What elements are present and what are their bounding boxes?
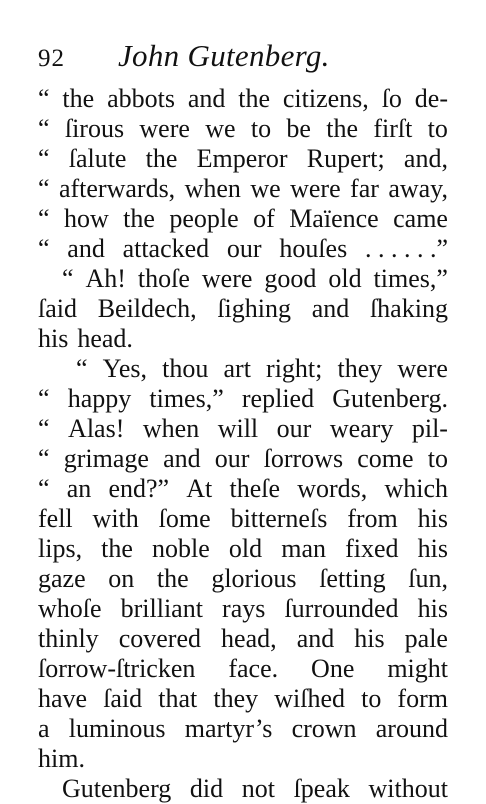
word: might xyxy=(387,654,448,683)
word: form xyxy=(397,684,448,713)
word: words, xyxy=(297,474,368,503)
text-line xyxy=(38,174,448,204)
word: ſirous xyxy=(64,114,125,143)
word: “ xyxy=(38,174,50,203)
word: and xyxy=(163,444,201,473)
word: ſaid xyxy=(103,684,143,713)
word: weary xyxy=(329,414,394,443)
word: his xyxy=(417,534,448,563)
word: ſurrounded xyxy=(284,594,399,623)
text-line xyxy=(38,564,448,594)
text-line xyxy=(38,294,448,324)
word: away, xyxy=(388,174,448,203)
word: end?” xyxy=(108,474,170,503)
word: ſome xyxy=(158,504,211,533)
word: of xyxy=(253,204,275,233)
word: were xyxy=(290,174,341,203)
word: martyr’s xyxy=(184,714,273,743)
word: Emperor xyxy=(196,144,288,173)
word: ſun, xyxy=(408,564,448,593)
word: which xyxy=(384,474,448,503)
word: his xyxy=(354,624,385,653)
word: we xyxy=(205,114,236,143)
word: will xyxy=(217,414,259,443)
word: ſalute xyxy=(68,144,127,173)
word: grimage xyxy=(63,444,149,473)
text-line xyxy=(38,654,448,684)
text-line xyxy=(38,234,448,264)
body-text xyxy=(38,84,448,804)
word: thinly xyxy=(38,624,99,653)
word: Yes, xyxy=(102,354,148,383)
word: be xyxy=(286,114,311,143)
text-line xyxy=(38,744,448,774)
word: that xyxy=(158,684,198,713)
word: glorious xyxy=(211,564,297,593)
word: with xyxy=(92,504,139,533)
word: his xyxy=(417,594,448,623)
page-number: 92 xyxy=(38,45,65,72)
word: gaze xyxy=(38,564,86,593)
word: we xyxy=(250,174,281,203)
word: Gutenberg. xyxy=(332,384,448,413)
word: to xyxy=(361,684,382,713)
word: whoſe xyxy=(38,594,102,623)
word: pale xyxy=(404,624,448,653)
word: they xyxy=(337,354,383,383)
word: “ xyxy=(62,264,74,293)
word: right; xyxy=(266,354,323,383)
text-line xyxy=(38,444,448,474)
word: face. xyxy=(228,654,279,683)
word: thoſe xyxy=(137,264,190,293)
word: head. xyxy=(77,324,133,353)
word: “ xyxy=(38,414,50,443)
word: Rupert; xyxy=(306,144,385,173)
text-line xyxy=(38,354,448,384)
word: when xyxy=(142,414,200,443)
word: they xyxy=(213,684,259,713)
word: our xyxy=(214,444,250,473)
word: did xyxy=(189,774,224,803)
text-line xyxy=(38,534,448,564)
word: “ xyxy=(38,444,50,473)
word: ſetting xyxy=(319,564,386,593)
word: “ xyxy=(38,204,50,233)
word: old xyxy=(328,264,362,293)
word: times,” xyxy=(149,384,224,413)
word: and xyxy=(187,84,226,113)
word: ſo xyxy=(381,84,402,113)
word: “ xyxy=(38,84,50,113)
word: replied xyxy=(241,384,315,413)
word: come xyxy=(357,444,414,473)
text-line xyxy=(38,204,448,234)
word: to xyxy=(427,444,448,473)
running-title: John Gutenberg. xyxy=(118,38,330,73)
word: brilliant xyxy=(120,594,203,623)
word: Alas! xyxy=(68,414,125,443)
word: our xyxy=(226,234,262,263)
word: Maïence xyxy=(289,204,379,233)
page-header xyxy=(38,30,458,78)
word: people xyxy=(169,204,239,233)
text-line xyxy=(38,474,448,504)
text-line xyxy=(38,384,448,414)
word: de- xyxy=(414,84,448,113)
word: were xyxy=(397,354,448,383)
text-line xyxy=(38,144,448,174)
word: ſorrows xyxy=(263,444,344,473)
word: ſhaking xyxy=(369,294,448,323)
word: “ xyxy=(38,234,50,263)
word: fell xyxy=(38,504,73,533)
text-line xyxy=(38,504,448,534)
word: ſpeak xyxy=(293,774,350,803)
word: “ xyxy=(38,114,50,143)
text-line xyxy=(38,264,448,294)
word: were xyxy=(139,114,190,143)
word: ſighing xyxy=(217,294,291,323)
word: the xyxy=(326,114,359,143)
word: “ xyxy=(76,354,88,383)
word: bitterneſs xyxy=(230,504,328,533)
word: theſe xyxy=(229,474,280,503)
word: firſt xyxy=(373,114,413,143)
word: attacked xyxy=(122,234,210,263)
word: Gutenberg xyxy=(62,774,172,803)
word: fixed xyxy=(345,534,399,563)
text-line xyxy=(38,684,448,714)
word: his xyxy=(417,504,448,533)
text-line xyxy=(38,624,448,654)
word: Ah! xyxy=(85,264,126,293)
word: around xyxy=(375,714,448,743)
word: covered xyxy=(118,624,201,653)
text-line xyxy=(38,594,448,624)
word: on xyxy=(108,564,135,593)
word: have xyxy=(38,684,88,713)
word: abbots xyxy=(107,84,175,113)
word: “ xyxy=(38,384,50,413)
word: and xyxy=(67,234,105,263)
word: ſaid xyxy=(38,294,77,323)
word: were xyxy=(201,264,253,293)
word: man xyxy=(281,534,326,563)
word: the xyxy=(145,144,178,173)
text-line xyxy=(38,84,448,114)
word: and xyxy=(311,294,350,323)
word: without xyxy=(368,774,448,803)
word: the xyxy=(123,204,155,233)
word: rays xyxy=(222,594,266,623)
word: old xyxy=(228,534,263,563)
word: to xyxy=(427,114,448,143)
word: the xyxy=(62,84,95,113)
text-line xyxy=(38,714,448,744)
word: not xyxy=(241,774,275,803)
word: luminous xyxy=(68,714,166,743)
word: citizens, xyxy=(282,84,369,113)
word: happy xyxy=(67,384,132,413)
word: a xyxy=(38,714,50,743)
word: “ xyxy=(38,144,50,173)
word: art xyxy=(223,354,251,383)
word: One xyxy=(311,654,355,683)
word: to xyxy=(250,114,272,143)
word: our xyxy=(276,414,312,443)
word: times,” xyxy=(373,264,448,293)
word: lips, xyxy=(38,534,83,563)
text-line xyxy=(38,114,448,144)
word: the xyxy=(101,534,133,563)
word: head, xyxy=(221,624,277,653)
text-line xyxy=(38,414,448,444)
word: good xyxy=(264,264,317,293)
word: afterwards, xyxy=(58,174,176,203)
word: ſorrow-ſtricken xyxy=(38,654,196,683)
word: noble xyxy=(152,534,210,563)
word: wiſhed xyxy=(274,684,345,713)
word: thou xyxy=(162,354,209,383)
word: when xyxy=(184,174,241,203)
word: and, xyxy=(403,144,448,173)
word: from xyxy=(347,504,398,533)
word: houſes xyxy=(279,234,348,263)
word: and xyxy=(296,624,335,653)
word: the xyxy=(156,564,189,593)
word: “ xyxy=(38,474,50,503)
word: At xyxy=(186,474,213,503)
word: the xyxy=(238,84,271,113)
word: far xyxy=(350,174,379,203)
word: Beildech, xyxy=(97,294,197,323)
word: how xyxy=(63,204,109,233)
word: an xyxy=(66,474,92,503)
word: his xyxy=(38,324,69,353)
word: . . . . . .” xyxy=(364,234,448,263)
word: him. xyxy=(38,744,85,773)
text-line xyxy=(38,324,448,354)
word: came xyxy=(393,204,448,233)
word: crown xyxy=(291,714,357,743)
word: pil- xyxy=(411,414,448,443)
